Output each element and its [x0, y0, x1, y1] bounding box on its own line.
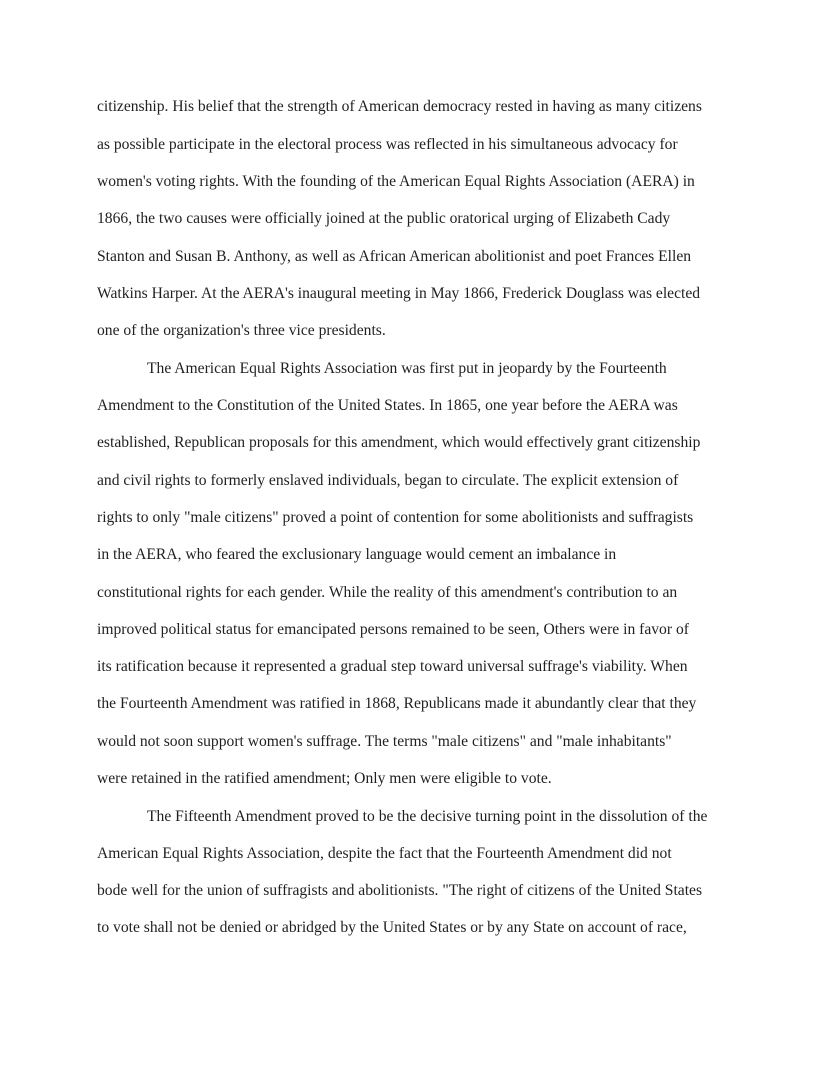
text-line: Amendment to the Constitution of the United States. In 1865, one year before the AERA was	[97, 397, 678, 414]
text-line: Watkins Harper. At the AERA's inaugural meeting in May 1866, Frederick Douglass was elected	[97, 285, 701, 302]
text-line: established, Republican proposals for this amendment, which would effectively grant citizenship	[97, 434, 701, 451]
text-line: rights to only "male citizens" proved a point of contention for some abolitionists and suffragists	[97, 509, 694, 526]
text-line: women's voting rights. With the founding of the American Equal Rights Association (AERA) in	[97, 173, 695, 190]
text-line: constitutional rights for each gender. While the reality of this amendment's contribution to an	[97, 584, 678, 601]
text-line: 1866, the two causes were officially joined at the public oratorical urging of Elizabeth Cady	[97, 210, 671, 227]
paragraph-first-line: The Fifteenth Amendment proved to be the decisive turning point in the dissolution of the	[147, 808, 708, 825]
text-line: one of the organization's three vice presidents.	[97, 322, 386, 339]
text-line: citizenship. His belief that the strength of American democracy rested in having as many citizens	[97, 98, 702, 115]
text-line: the Fourteenth Amendment was ratified in 1868, Republicans made it abundantly clear that they	[97, 695, 697, 712]
paragraph-first-line: The American Equal Rights Association was first put in jeopardy by the Fourteenth	[147, 360, 667, 377]
text-line: American Equal Rights Association, despite the fact that the Fourteenth Amendment did not	[97, 845, 672, 862]
text-line: in the AERA, who feared the exclusionary language would cement an imbalance in	[97, 546, 617, 563]
text-line: would not soon support women's suffrage. The terms "male citizens" and "male inhabitants"	[97, 733, 672, 750]
text-line: and civil rights to formerly enslaved individuals, began to circulate. The explicit extension of	[97, 472, 679, 489]
text-line: were retained in the ratified amendment; Only men were eligible to vote.	[97, 770, 552, 787]
text-line: as possible participate in the electoral process was reflected in his simultaneous advocacy for	[97, 136, 678, 153]
text-line: its ratification because it represented a gradual step toward universal suffrage's viability. When	[97, 658, 688, 675]
text-line: improved political status for emancipated persons remained to be seen, Others were in favor of	[97, 621, 689, 638]
text-line: bode well for the union of suffragists and abolitionists. "The right of citizens of the United States	[97, 882, 703, 899]
text-line: Stanton and Susan B. Anthony, as well as African American abolitionist and poet Frances Ellen	[97, 248, 692, 265]
text-line: to vote shall not be denied or abridged by the United States or by any State on account of race,	[97, 919, 687, 936]
